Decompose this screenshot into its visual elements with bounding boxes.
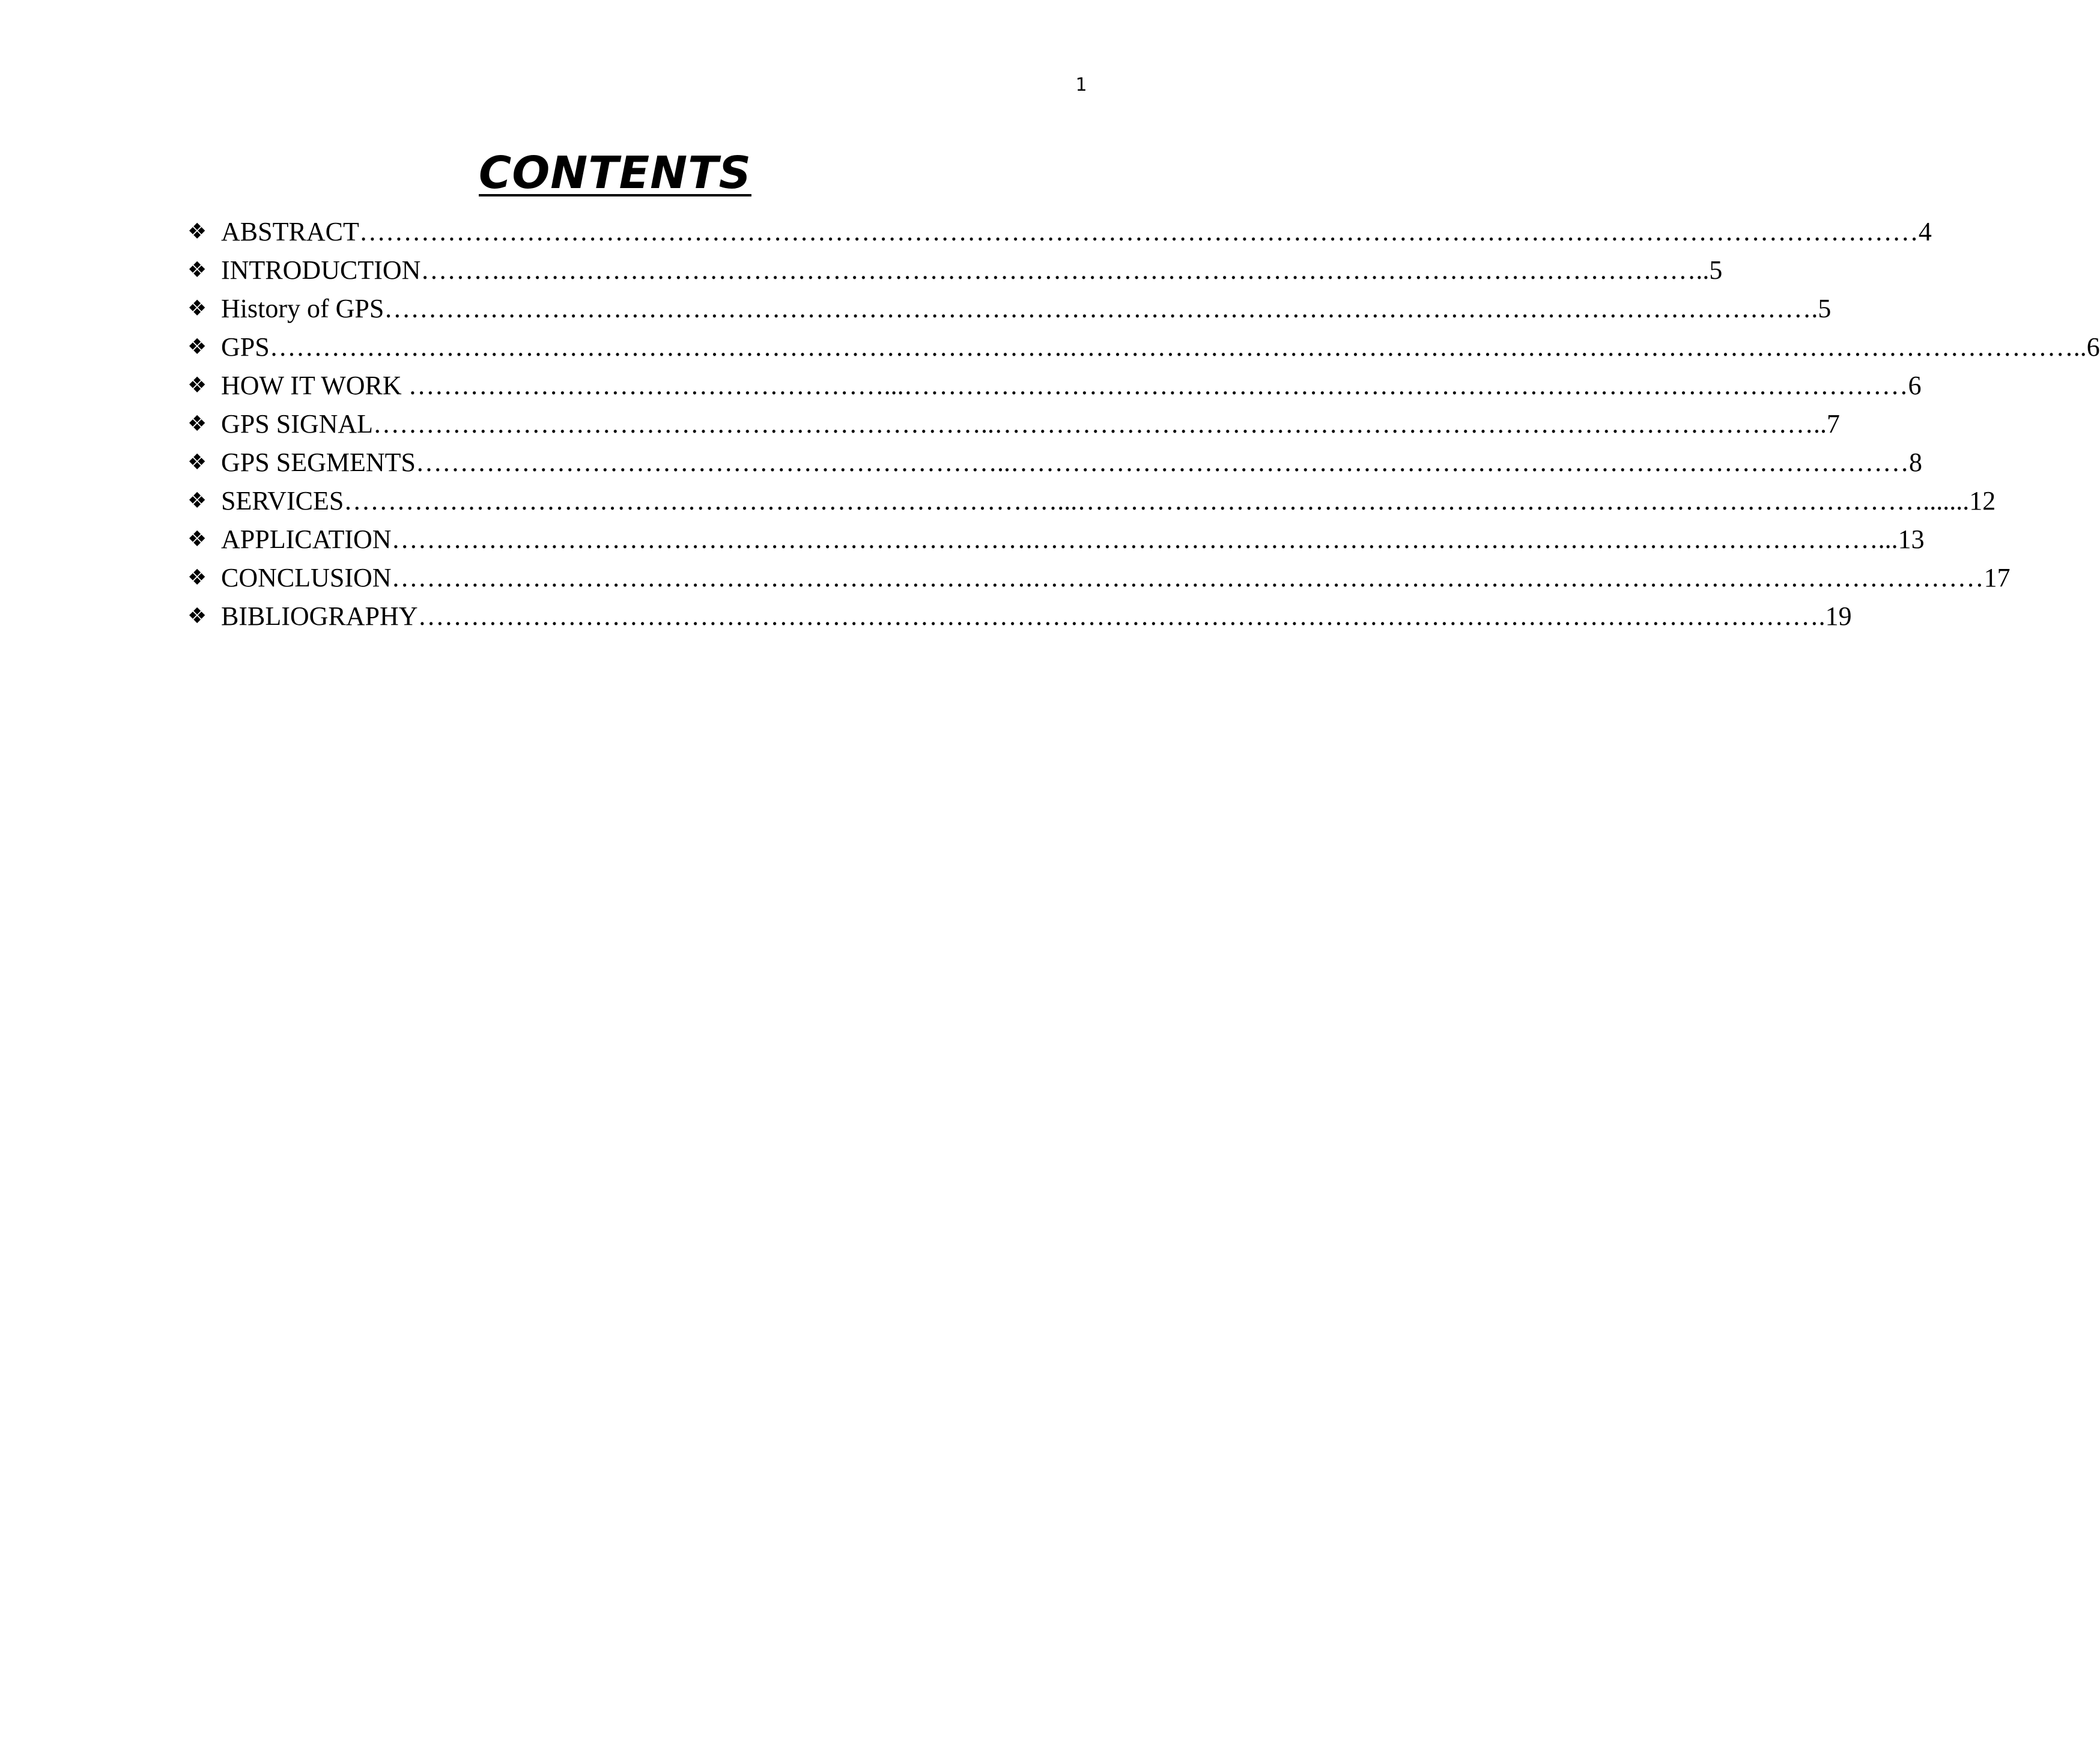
toc-entry-label: GPS SIGNAL [221,409,374,439]
toc-entry-label: INTRODUCTION [221,255,421,285]
toc-entry-label: BIBLIOGRAPHY [221,601,418,631]
toc-entry-page: 8 [1908,448,1922,477]
toc-entry-page: 4 [1918,217,1932,246]
toc-entry-leader: ……………………………………………………………..………………………………………………………………………………….. [373,409,1827,439]
toc-entry-leader: ……………………………………………………………………………………………………………………………………………. [417,601,1825,631]
toc-entry-label: History of GPS [221,294,384,323]
toc-entry-label: GPS [221,332,270,362]
toc-entry-label: CONCLUSION [221,563,392,592]
toc-entry-abstract [187,213,2100,251]
diamond-bullet-icon: ❖ [187,565,207,590]
toc-entry-page: 5 [1709,255,1723,285]
toc-entry-page: 6 [2086,332,2100,362]
page-number: 1 [1075,75,1087,96]
diamond-bullet-icon: ❖ [187,488,207,513]
diamond-bullet-icon: ❖ [187,296,207,321]
diamond-bullet-icon: ❖ [187,527,207,552]
diamond-bullet-icon: ❖ [187,450,207,475]
diamond-bullet-icon: ❖ [187,604,207,628]
table-of-contents [187,213,2100,636]
toc-entry-history-of-gps [187,290,2100,328]
toc-entry-page: 6 [1908,371,1922,400]
toc-entry-leader: ……………………………………………………………….……………………………………………………………………………………... [391,525,1898,554]
toc-entry-label: ABSTRACT [221,217,359,246]
toc-entry-how-it-work [187,367,2100,405]
toc-entry-gps-segments [187,443,2100,482]
toc-entry-leader: …………………………………………………………………………………………………………………………………………………………… [359,217,1919,246]
toc-entry-leader: ………………………………………………...…………………………………………………………………………………………………… [408,371,1908,400]
toc-entry-page: 13 [1898,525,1925,554]
toc-entry-leader: ……….……………………………………………………………………………………………………………………….. [420,255,1710,285]
toc-entry-bibliography [187,597,2100,636]
toc-entry-introduction [187,251,2100,290]
diamond-bullet-icon: ❖ [187,219,207,244]
toc-entry-page: 17 [1983,563,2010,592]
diamond-bullet-icon: ❖ [187,258,207,282]
toc-entry-gps [187,328,2100,367]
toc-entry-leader: ………………………………………………………………………………………………………………………………………………. [384,294,1818,323]
toc-entry-label: HOW IT WORK [221,371,408,400]
toc-entry-leader: ………………………………………………………………………...……………………………………………………………………………………....... [344,486,1970,516]
page-title [0,143,1230,203]
diamond-bullet-icon: ❖ [187,412,207,436]
page-title-text: CONTENTS [479,147,751,199]
toc-entry-page: 19 [1825,601,1852,631]
toc-entry-leader: ……………………………………………………………….……………………………………………………………………………………………… [391,563,1984,592]
toc-entry-leader: …………………………………………………………..………………………………………………………………………………………… [415,448,1909,477]
diamond-bullet-icon: ❖ [187,373,207,398]
toc-entry-label: SERVICES [221,486,344,516]
toc-entry-application [187,520,2100,559]
toc-entry-leader: ……………………………………………………………………………….…………………………………………………………………………………………………….. [269,332,2087,362]
toc-entry-label: GPS SEGMENTS [221,448,416,477]
toc-entry-label: APPLICATION [221,525,392,554]
diamond-bullet-icon: ❖ [187,335,207,359]
toc-entry-conclusion [187,559,2100,597]
toc-entry-gps-signal [187,405,2100,443]
toc-entry-page: 12 [1969,486,1996,516]
toc-entry-page: 5 [1818,294,1831,323]
toc-entry-services [187,482,2100,520]
toc-entry-page: 7 [1827,409,1841,439]
